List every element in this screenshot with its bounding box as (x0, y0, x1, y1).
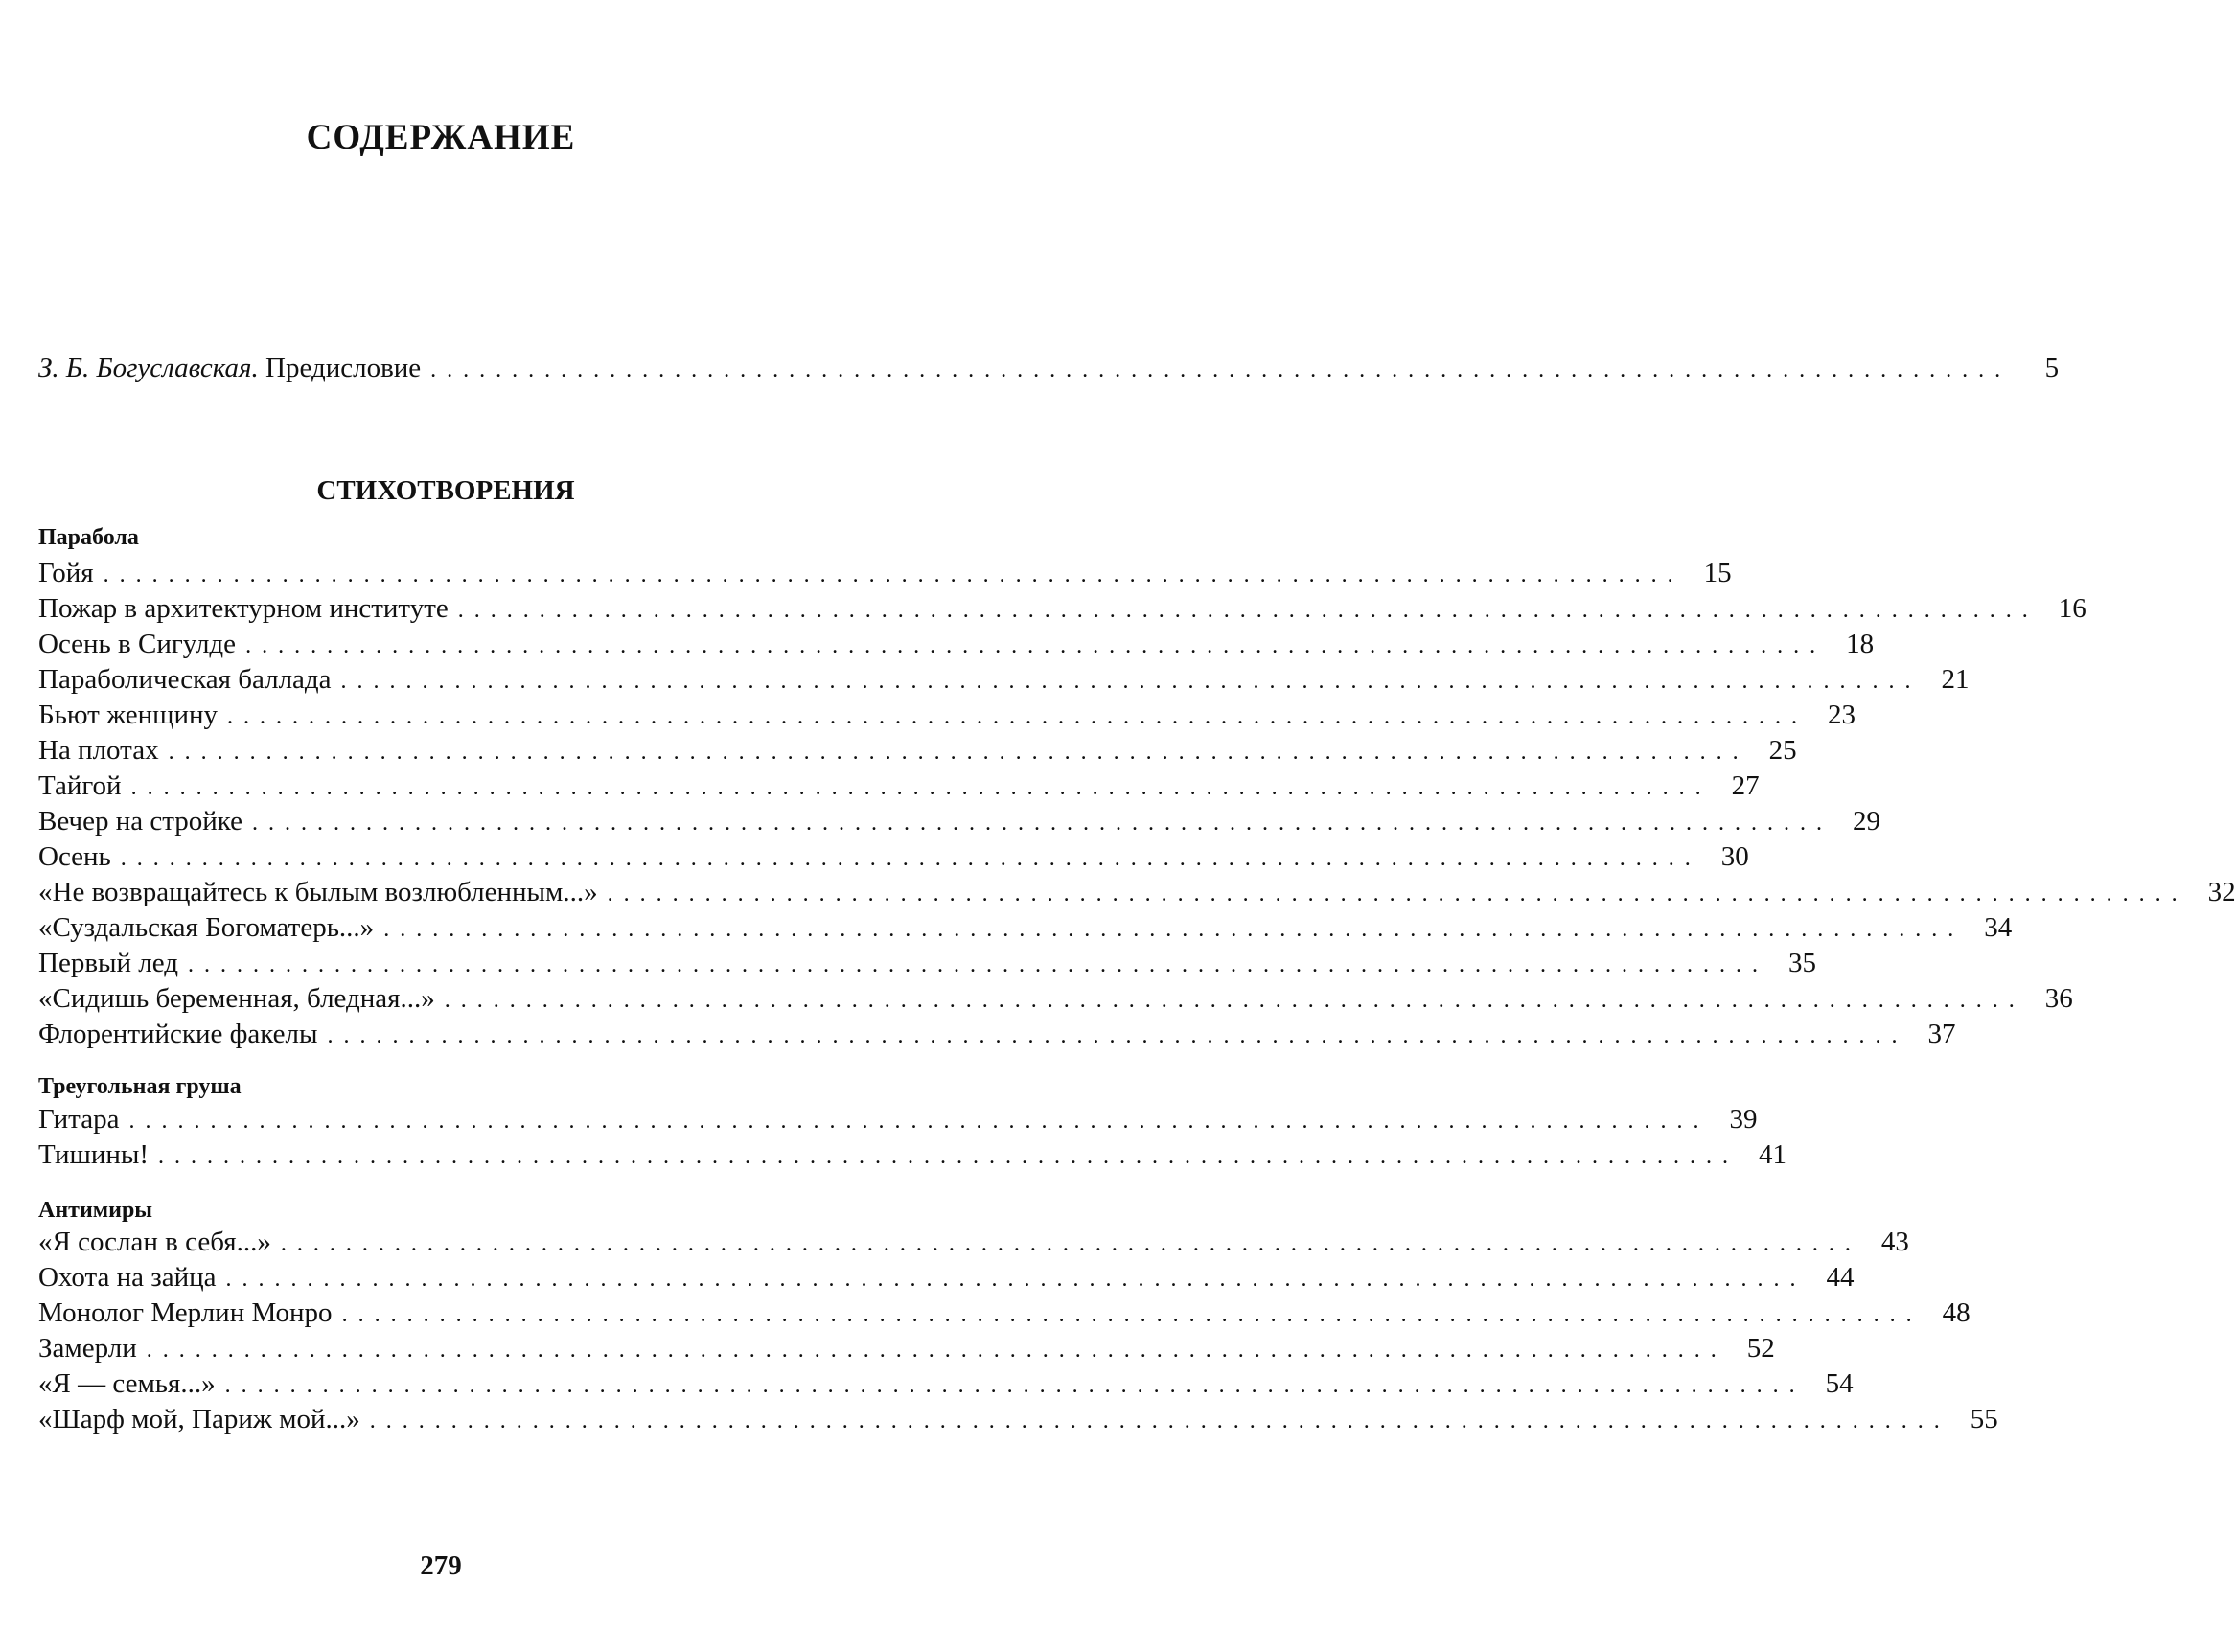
toc-entry (38, 1262, 1855, 1294)
entry-page-number: 21 (1941, 664, 1970, 695)
toc-entry (38, 948, 1816, 979)
entry-label: Осень в Сигулде (38, 629, 237, 659)
toc-entry (38, 1404, 1998, 1435)
dot-leader: ................................................................................................. (341, 1302, 1923, 1327)
toc-entry (38, 735, 1797, 767)
entry-page-number: 23 (1828, 700, 1856, 730)
dot-leader: ................................................................................................. (430, 357, 2012, 382)
entry-label: Первый лед (38, 948, 178, 978)
toc-entry (38, 629, 1875, 660)
entry-page-number: 16 (2058, 593, 2086, 624)
entry-label: Флорентийские факелы (38, 1019, 318, 1049)
entry-page-number: 37 (1927, 1019, 1956, 1049)
toc-entry (38, 1227, 1909, 1258)
dot-leader: ................................................................................................. (225, 1267, 1807, 1292)
entry-page-number: 30 (1720, 841, 1749, 872)
entry-label: Вечер на стройке (38, 806, 242, 837)
entry-page-number: 44 (1826, 1262, 1855, 1293)
toc-entry (38, 1297, 1971, 1329)
entry-page-number: 34 (1984, 912, 2013, 943)
toc-entry (38, 841, 1749, 873)
entry-page-number: 15 (1703, 558, 1732, 588)
entry-label: «Суздальская Богоматерь...» (38, 912, 375, 943)
cycle-title: Парабола (38, 525, 139, 550)
page-title: СОДЕРЖАНИЕ (306, 118, 576, 157)
toc-entry (38, 770, 1760, 802)
dot-leader: ................................................................................................. (187, 952, 1768, 977)
entry-page-number: 36 (2044, 983, 2073, 1014)
dot-leader: ................................................................................................. (252, 811, 1833, 836)
entry-label: Параболическая баллада (38, 664, 332, 695)
page-number: 279 (420, 1550, 462, 1581)
entry-label: Пожар в архитектурном институте (38, 593, 449, 624)
entry-label: «Шарф мой, Париж мой...» (38, 1404, 360, 1434)
toc-entry (38, 1019, 1956, 1050)
entry-label: Осень (38, 841, 111, 872)
entry-page-number: 5 (2044, 353, 2060, 383)
dot-leader: ................................................................................................. (227, 704, 1808, 729)
entry-label: Бьют женщину (38, 700, 218, 730)
toc-entry (38, 912, 2013, 944)
entry-label: Охота на зайца (38, 1262, 217, 1293)
dot-leader: ................................................................................................. (103, 562, 1684, 587)
entry-page-number: 43 (1880, 1227, 1909, 1257)
dot-leader: ................................................................................................. (280, 1231, 1861, 1256)
toc-entry (38, 1333, 1775, 1365)
toc-entry (38, 1368, 1854, 1400)
toc-entry (38, 1139, 1787, 1171)
entry-label: «Не возвращайтесь к былым возлюбленным...» (38, 877, 598, 907)
cycle-title: Антимиры (38, 1198, 153, 1223)
dot-leader: ................................................................................................. (128, 1109, 1710, 1134)
entry-page-number: 29 (1853, 806, 1880, 837)
section-title: СТИХОТВОРЕНИЯ (316, 475, 575, 506)
cycle-title: Треугольная груша (38, 1074, 242, 1099)
entry-page-number: 39 (1729, 1104, 1758, 1135)
dot-leader: ................................................................................................. (383, 917, 1965, 942)
entry-page-number: 41 (1759, 1139, 1787, 1170)
dot-leader: ................................................................................................. (369, 1409, 1950, 1434)
entry-label: Тайгой (38, 770, 122, 801)
toc-entry (38, 664, 1970, 696)
toc-entry (38, 700, 1856, 731)
entry-label: «Сидишь беременная, бледная...» (38, 983, 435, 1014)
dot-leader: ................................................................................................. (120, 846, 1701, 871)
entry-page-number: 55 (1970, 1404, 1998, 1434)
toc-entry (38, 558, 1732, 589)
dot-leader: ................................................................................................. (444, 988, 2025, 1013)
entry-label (38, 353, 430, 384)
entry-page-number: 25 (1768, 735, 1797, 766)
preface-author: З. Б. Богуславская. (38, 353, 259, 383)
dot-leader: ................................................................................................. (607, 882, 2188, 906)
dot-leader: ................................................................................................. (245, 633, 1827, 658)
entry-label: Гойя (38, 558, 94, 588)
toc-entry (38, 1104, 1758, 1136)
toc-entry-preface (38, 353, 2060, 384)
dot-leader: ................................................................................................. (340, 669, 1922, 694)
toc-entry (38, 593, 2086, 625)
entry-label: «Я сослан в себя...» (38, 1227, 271, 1257)
dot-leader: ................................................................................................. (327, 1023, 1908, 1048)
entry-page-number: 52 (1746, 1333, 1775, 1364)
entry-label: Замерли (38, 1333, 137, 1364)
entry-label: Тишины! (38, 1139, 150, 1170)
preface-label: Предисловие (265, 353, 422, 383)
dot-leader: ................................................................................................. (146, 1338, 1727, 1363)
entry-page-number: 32 (2207, 877, 2236, 907)
entry-label: Гитара (38, 1104, 120, 1135)
dot-leader: ................................................................................................. (224, 1373, 1806, 1398)
dot-leader: ................................................................................................. (168, 740, 1749, 765)
entry-page-number: 27 (1731, 770, 1760, 801)
dot-leader: ................................................................................................. (130, 775, 1712, 800)
toc-entry (38, 877, 2236, 908)
entry-page-number: 35 (1787, 948, 1816, 978)
entry-page-number: 18 (1846, 629, 1875, 659)
toc-entry (38, 806, 1880, 837)
dot-leader: ................................................................................................. (457, 598, 2039, 623)
entry-page-number: 48 (1942, 1297, 1971, 1328)
entry-label: На плотах (38, 735, 159, 766)
toc-entry (38, 983, 2073, 1015)
entry-label: Монолог Мерлин Монро (38, 1297, 333, 1328)
entry-page-number: 54 (1825, 1368, 1854, 1399)
entry-label: «Я — семья...» (38, 1368, 216, 1399)
dot-leader: ................................................................................................. (158, 1144, 1740, 1169)
